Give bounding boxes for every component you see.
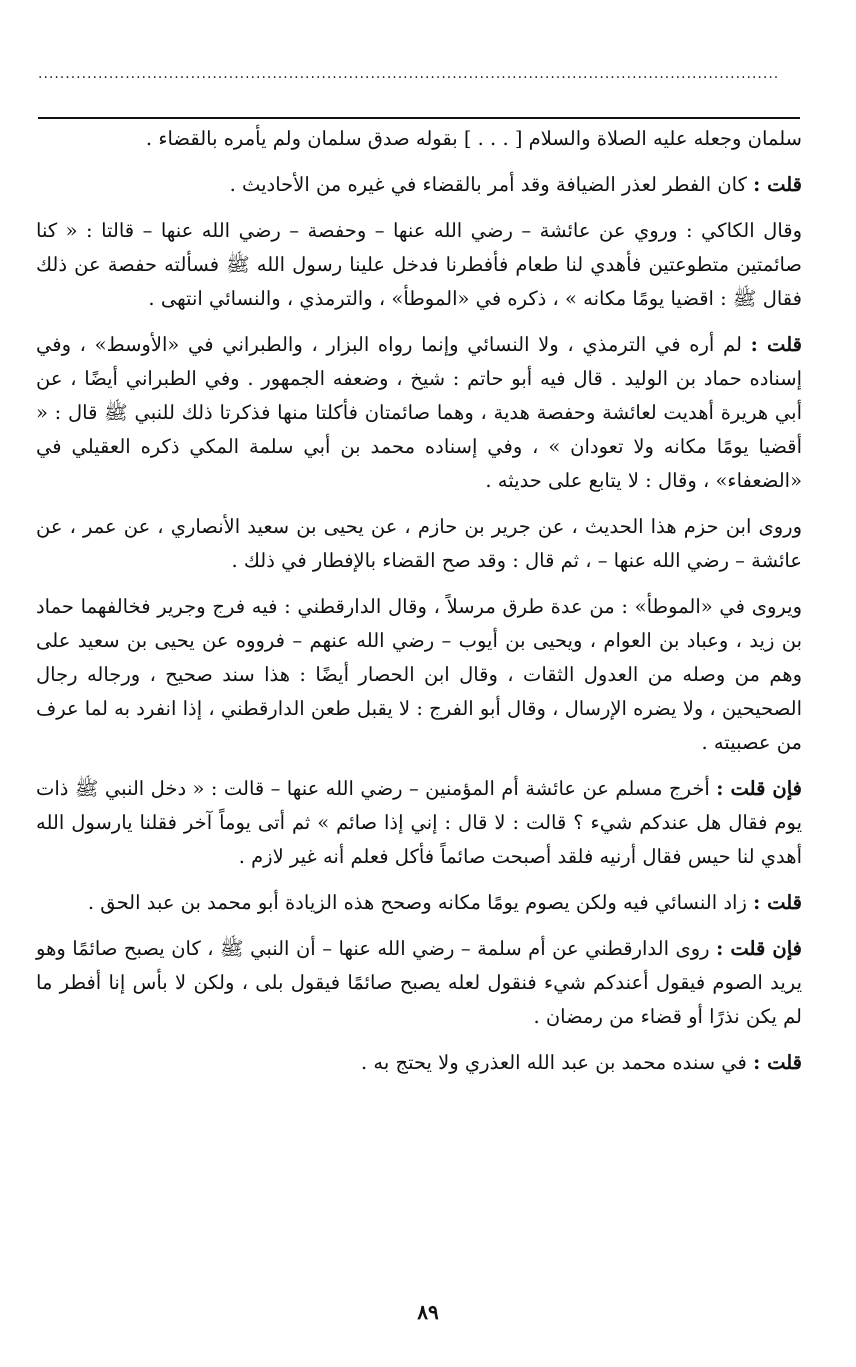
- paragraph-lead: فإن قلت :: [716, 777, 802, 800]
- paragraph-1: [36, 122, 802, 156]
- paragraph-text: أخرج مسلم عن عائشة أم المؤمنين – رضي الله عنها – قالت : « دخل النبي ﷺ ذات يوم فقال هل عندكم شيء ؟ قالت : لا قال : إني إذا صائم » ثم أتى يوماً آخر فقلنا يارسول الله أهدي لنا حيس فقال أرنيه فلقد أصبحت صائماً فأكل فعلم أنه غير لازم .: [36, 777, 802, 868]
- paragraph-2: [36, 168, 802, 202]
- paragraph-lead: فإن قلت :: [716, 937, 802, 960]
- paragraph-text: وروى ابن حزم هذا الحديث ، عن جرير بن حازم ، عن يحيى بن سعيد الأنصاري ، عن عمر ، عن عائشة – رضي الله عنها – ، ثم قال : وقد صح القضاء بالإفطار في ذلك .: [36, 515, 802, 572]
- paragraph-text: زاد النسائي فيه ولكن يصوم يومًا مكانه وصحح هذه الزيادة أبو محمد بن عبد الحق .: [87, 891, 747, 914]
- paragraph-text: لم أره في الترمذي ، ولا النسائي وإنما رواه البزار ، والطبراني في «الأوسط» ، وفي إسناده حماد بن الوليد . قال فيه أبو حاتم : شيخ ، وضعفه الجمهور . وفي الطبراني أيضًا ، عن أبي هريرة أهديت لعائشة وحفصة هدية ، وهما صائمتان فأكلتا منها فذكرتا ذلك للنبي ﷺ قال : « أقضيا يومًا مكانه ولا تعودان » ، وفي إسناده محمد بن أبي سلمة المكي ذكره العقيلي في «الضعفاء» ، وقال : لا يتابع على حديثه .: [36, 333, 802, 492]
- paragraph-4: [36, 328, 802, 498]
- paragraph-text: وقال الكاكي : وروي عن عائشة – رضي الله عنها – وحفصة – رضي الله عنها – قالتا : « كنا صائمتين متطوعتين فأهدي لنا طعام فأفطرنا فدخل علينا رسول الله ﷺ فسألته حفصة عن ذلك فقال ﷺ : اقضيا يومًا مكانه » ، ذكره في «الموطأ» ، والترمذي ، والنسائي انتهى .: [36, 219, 802, 310]
- page-body: [36, 122, 802, 1092]
- paragraph-text: سلمان وجعله عليه الصلاة والسلام [ . . . ] بقوله صدق سلمان ولم يأمره بالقضاء .: [145, 127, 802, 150]
- paragraph-text: كان الفطر لعذر الضيافة وقد أمر بالقضاء في غيره من الأحاديث .: [229, 173, 747, 196]
- paragraph-6: [36, 590, 802, 760]
- paragraph-5: [36, 510, 802, 578]
- paragraph-text: روى الدارقطني عن أم سلمة – رضي الله عنها – أن النبي ﷺ ، كان يصبح صائمًا وهو يريد الصوم فيقول أعندكم شيء فنقول لعله يصبح صائمًا فيقول بلى ، ولكن لا بأس إنا أفطر ما لم يكن نذرًا أو قضاء من رمضان .: [36, 937, 802, 1028]
- paragraph-lead: قلت :: [753, 891, 802, 914]
- paragraph-7: [36, 772, 802, 874]
- paragraph-9: [36, 932, 802, 1034]
- footnote-rule: [38, 117, 800, 119]
- paragraph-10: [36, 1046, 802, 1080]
- paragraph-text: ويروى في «الموطأ» : من عدة طرق مرسلاً ، وقال الدارقطني : فيه فرج وجرير فخالفهما حماد بن زيد ، وعباد بن العوام ، ويحيى بن أيوب – رضي الله عنهم – فرووه عن يحيى بن سعيد على وهم من وصله من العدول الثقات ، وقال ابن الحصار أيضًا : هذا سند صحيح ، ورجاله رجال الصحيحين ، ولا يضره الإرسال ، وقال أبو الفرج : لا يقبل طعن الدارقطني ، إذا انفرد به لما عرف من عصبيته .: [36, 595, 802, 754]
- paragraph-lead: قلت :: [753, 173, 802, 196]
- paragraph-text: في سنده محمد بن عبد الله العذري ولا يحتج به .: [361, 1051, 747, 1074]
- paragraph-3: [36, 214, 802, 316]
- page-number: ٨٩: [417, 1300, 439, 1324]
- paragraph-lead: قلت :: [750, 333, 802, 356]
- paragraph-lead: قلت :: [753, 1051, 802, 1074]
- paragraph-8: [36, 886, 802, 920]
- dotted-leader: ........................................................................................................................................: [38, 66, 780, 82]
